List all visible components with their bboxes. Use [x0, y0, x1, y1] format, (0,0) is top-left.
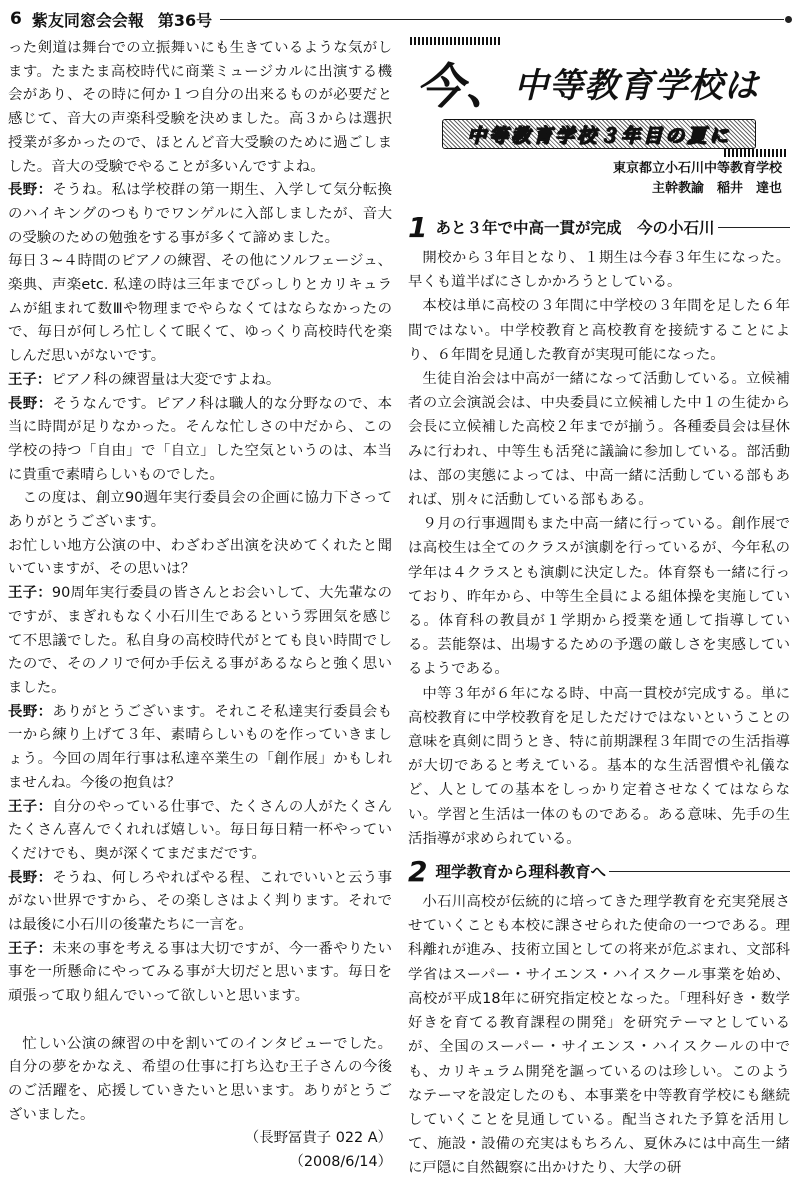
article-column	[408, 37, 790, 1181]
paragraph-text: そうね、何しろやればやる程、これでいいと云う事がない世界ですから、その楽しさはよく判ります。それでは最後に小石川の後輩たちに一言を。	[8, 869, 392, 934]
section-heading	[408, 855, 790, 887]
section-paragraph: 生徒自治会は中高が一緒になって活動している。立候補者の立会演説会は、中央委員に立候補した中１の生徒から会長に立候補した高校２年までが揃う。各種委員会は昼休みに行われ、中等生も活発に議論に参加している。部活動は、部の実態によっては、中高一緒に活動している部もあれば、別々に活動している部もある。	[408, 371, 790, 509]
article-sections	[408, 211, 790, 1181]
section-number: 2	[408, 854, 428, 888]
section-paragraph: 中等３年が６年になる時、中高一貫校が完成する。単に高校教育に中学校教育を足しただけではないということの意味を真剣に問うとき、特に前期課程３年間での生活指導が大切であると考えている。基本的な生活習慣や礼儀など、人としての基本をしっかり定着させなくてはならない。学習と生活は一体のものである。ある意味、先手の生活指導が求められている。	[408, 685, 790, 847]
article-section	[408, 211, 790, 851]
speaker-label: 王子：	[8, 585, 52, 602]
section-paragraph: 本校は単に高校の３年間に中学校の３年間を足した６年間ではない。中学校教育と高校教育を接続することにより、６年間を見通した教育が実現可能になった。	[408, 298, 790, 363]
section-body	[408, 246, 790, 851]
interview-paragraph	[8, 37, 392, 179]
speaker-label: 長野：	[8, 182, 53, 199]
paragraph-text: そうなんです。ピアノ科は職人的な分野なので、本当に時間が足りなかった。そんな忙しさの中だから、この学校の持つ「自由」で「自立」した空気というのは、本当に貴重で素晴らしいものでした。	[8, 395, 392, 483]
title-rest: 中等教育学校は	[514, 65, 760, 106]
article-subtitle-banner	[442, 119, 756, 149]
speaker-label: 長野：	[8, 703, 53, 720]
paragraph-text: ありがとうございます。それこそ私達実行委員会も一から練り上げて３年、素晴らしいものを作っていきましょう。今回の周年行事は私達卒業生の「創作展」かもしれませんね。今後の抱負は？	[8, 703, 392, 791]
section-paragraph: ９月の行事週間もまた中高一緒に行っている。創作展では高校生は全てのクラスが演劇を行っているが、今年私の学年は４クラスとも演劇に決定した。体育祭も一緒に行っており、昨年から、中等生全員による組体操を実施している。体育科の教員が１学期から授業を通して指導している。芸能祭は、出場するための予選の厳しさを実感しているようである。	[408, 516, 790, 678]
interview-paragraph	[8, 487, 392, 534]
interview-paragraph	[8, 938, 392, 1009]
closing-text: 忙しい公演の練習の中を割いてのインタビューでした。自分の夢をかなえ、希望の仕事に打ち込む王子さんの今後のご活躍を、応援していきたいと思います。ありがとうございました。	[8, 1035, 392, 1123]
section-title: あと３年で中高一貫が完成 今の小石川	[435, 219, 715, 237]
interview-paragraph	[8, 369, 392, 393]
hatch-decoration-bottom	[724, 149, 786, 157]
speaker-label: 長野：	[8, 869, 53, 886]
article-subtitle: 中等教育学校３年目の夏に	[466, 124, 731, 147]
header-rule	[220, 19, 784, 20]
section-rule	[718, 227, 791, 228]
section-rule	[609, 871, 790, 872]
interview-paragraph	[8, 179, 392, 250]
author-name: 主幹教諭 稲井 達也	[651, 181, 782, 196]
paragraph-text: ピアノ科の練習量は大変ですよね。	[51, 371, 281, 388]
section-paragraph: 小石川高校が伝統的に培ってきた理学教育を充実発展させていくことも本校に課させられた使命の一つである。理科離れが進み、技術立国としての将来が危ぶまれ、文部科学省はスーパー・サイエンス・ハイスクール事業を始め、高校が平成18年に研究指定校となった。「理科好き・数学好きを育てる教育課程の開発」を研究テーマとしているが、全国のスーパー・サイエンス・ハイスクールの中でも、カリキュラム開発を謳っているのは珍しい。このようなテーマを設定したのも、本事業を中等教育学校にも継続していくことを見通している。配当された予算を活用して、施設・設備の充実はもちろん、夏休みには中高生一緒に戸隠に自然観察に出かけたり、大学の研	[408, 894, 790, 1177]
speaker-label: 王子：	[8, 940, 53, 957]
section-body	[408, 890, 790, 1180]
section-heading	[408, 211, 790, 243]
paragraph-text: 未来の事を考える事は大切ですが、今一番やりたい事を一所懸命にやってみる事が大切だと思います。毎日を頑張って取り組んでいって欲しいと思います。	[8, 940, 392, 1005]
paragraph-text: 90周年実行委員の皆さんとお会いして、大先輩なのですが、まぎれもなく小石川生であるという雰囲気を感じて不思議でした。私自身の高校時代がとても良い時間でしたので、そのノリで何か手伝える事があるならと強く思いました。	[8, 585, 392, 696]
section-number: 1	[408, 210, 428, 244]
page-number: 6	[10, 9, 22, 29]
interview-paragraph	[8, 582, 392, 701]
section-title: 理学教育から理科教育へ	[435, 863, 606, 882]
interview-paragraph	[8, 796, 392, 867]
signature: （長野冨貴子 022 A）	[244, 1130, 392, 1147]
author-school: 東京都立小石川中等教育学校	[612, 161, 782, 176]
spacer	[8, 1009, 392, 1033]
header-dot-icon	[785, 16, 792, 23]
paragraph-text: った剣道は舞台での立振舞いにも生きているような気がします。たまたま高校時代に商業ミュージカルに出演する機会があり、その時に何か１つ自分の出来るものが必要だと感じて、音大の声楽科受験を決めました。高３からは選択授業が多かったので、ほとんど音大受験のために過ごしました。音大の受験でやることが多いんですよね。	[8, 40, 392, 175]
speaker-label: 長野：	[8, 395, 53, 412]
interview-paragraphs	[8, 37, 392, 1009]
article-title	[416, 49, 788, 115]
paragraph-text: お忙しい地方公演の中、わざわざ出演を決めてくれたと聞いていますが、その思いは？	[8, 537, 392, 578]
title-big-char: 今、	[416, 58, 515, 115]
section-paragraph: 開校から３年目となり、１期生は今春３年生になった。早くも道半ばにさしかかろうとしている。	[408, 250, 790, 291]
page-header	[10, 6, 792, 32]
issue-number: 第36号	[157, 10, 213, 30]
paragraph-text: そうね。私は学校群の第一期生、入学して気分転換のハイキングのつもりでワンゲルに入部しましたが、音大の受験のための勉強をする事が多くて諦めました。	[8, 182, 392, 246]
interview-paragraph	[8, 867, 392, 938]
paragraph-text: この度は、創立90週年実行委員会の企画に協力下さってありがとうございます。	[8, 490, 392, 531]
interview-paragraph	[8, 535, 392, 582]
paragraph-text: 自分のやっている仕事で、たくさんの人がたくさんたくさん喜んでくれれば嬉しい。毎日毎日精一杯やっていくだけでも、奥が深くてまだまだです。	[8, 798, 392, 862]
interview-paragraph	[8, 250, 392, 369]
speaker-label: 王子：	[8, 798, 53, 815]
closing-remarks	[8, 1033, 392, 1175]
hatch-decoration-top	[410, 37, 500, 45]
paragraph-text: 毎日３~４時間のピアノの練習、その他にソルフェージュ、楽典、声楽etc. 私達の時は三年までびっしりとカリキュラムが組まれて数Ⅲや物理までやらなくてはならなかったので、毎日が何しろ忙しくて眠くて、ゆっくり高校時代を楽しんだ思いがないです。	[8, 253, 392, 365]
interview-paragraph	[8, 393, 392, 488]
speaker-label: 王子：	[8, 371, 52, 388]
interview-column	[8, 37, 392, 1175]
article-section	[408, 855, 790, 1180]
interview-paragraph	[8, 701, 392, 796]
interview-date: （2008/6/14）	[289, 1154, 392, 1171]
author-block	[482, 159, 782, 199]
publication-name: 紫友同窓会会報	[31, 10, 144, 30]
article-title-block	[408, 37, 790, 207]
